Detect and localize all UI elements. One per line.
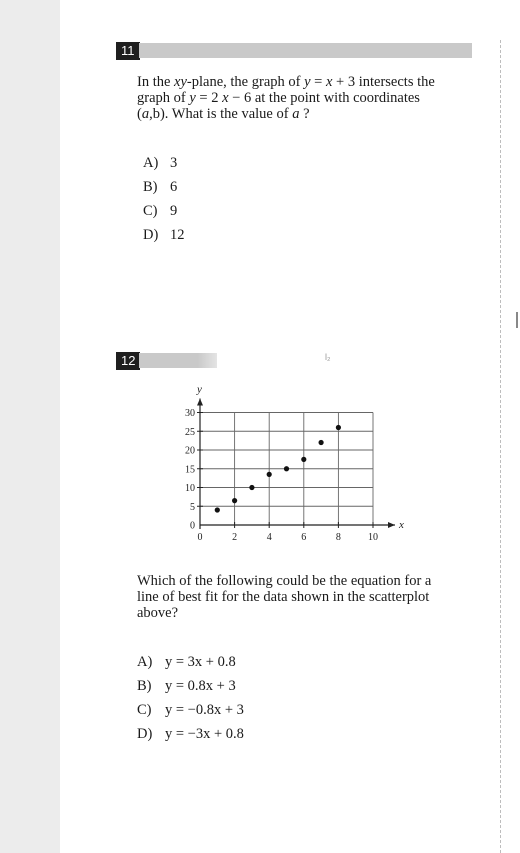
x-tick-label: 6 <box>301 532 307 543</box>
stray-mark: l₂ <box>325 352 331 362</box>
question-12-choice-a[interactable]: A) y = 3x + 0.8 <box>137 654 236 670</box>
page-edge-mark <box>516 312 518 328</box>
data-point <box>319 440 324 445</box>
x-tick-label: 2 <box>232 532 238 543</box>
question-12-number: 12 <box>116 352 140 370</box>
y-tick-label: 0 <box>190 520 195 532</box>
data-point <box>267 472 272 477</box>
data-point <box>215 507 220 512</box>
x-axis-label: x <box>399 519 404 531</box>
question-11-stem-line-2: graph of y = 2 x − 6 at the point with coordinates <box>137 90 420 106</box>
page-edge-divider <box>500 40 501 853</box>
question-12-header-bar <box>139 353 217 368</box>
data-point <box>284 466 289 471</box>
y-tick-label: 10 <box>185 483 195 494</box>
question-11-choice-b[interactable]: B) 6 <box>143 179 178 195</box>
question-11-stem-line-1: In the xy-plane, the graph of y = x + 3 intersects the <box>137 74 435 90</box>
x-axis-arrow <box>388 522 395 528</box>
data-point <box>336 425 341 430</box>
x-tick-label: 10 <box>368 532 378 543</box>
x-tick-label: 0 <box>197 532 203 543</box>
question-12-stem-line-2: line of best fit for the data shown in the scatterplot <box>137 589 430 605</box>
y-tick-label: 5 <box>190 501 195 513</box>
question-11-choice-c[interactable]: C) 9 <box>143 203 178 219</box>
question-11-stem-line-3: (a,b). What is the value of a ? <box>137 106 310 122</box>
y-tick-label: 25 <box>185 426 195 438</box>
x-tick-label: 8 <box>335 532 341 543</box>
question-12-choice-c[interactable]: C) y = −0.8x + 3 <box>137 702 244 718</box>
question-11-number: 11 <box>116 42 140 60</box>
data-point <box>301 457 306 462</box>
question-12-stem-line-3: above? <box>137 605 179 621</box>
y-axis-arrow <box>197 399 203 406</box>
data-point <box>232 498 237 503</box>
y-tick-label: 30 <box>185 408 195 419</box>
x-tick-label: 4 <box>266 532 272 543</box>
question-12-stem-line-1: Which of the following could be the equation for a <box>137 573 432 589</box>
data-point <box>249 485 254 490</box>
question-11-stem <box>137 74 435 122</box>
question-11-choice-a[interactable]: A) 3 <box>143 155 178 171</box>
y-tick-label: 15 <box>185 464 195 476</box>
question-12-choice-d[interactable]: D) y = −3x + 0.8 <box>137 726 244 742</box>
chart-axes <box>197 399 395 530</box>
question-11-header-bar <box>139 43 472 58</box>
question-12-stem <box>137 573 431 621</box>
left-margin <box>0 0 60 853</box>
question-12-choice-b[interactable]: B) y = 0.8x + 3 <box>137 678 236 694</box>
y-axis-label: y <box>197 383 202 396</box>
scatterplot <box>160 380 420 555</box>
question-11-choice-d[interactable]: D) 12 <box>143 227 185 243</box>
y-tick-label: 20 <box>185 445 195 457</box>
chart-tick-labels <box>185 384 404 544</box>
